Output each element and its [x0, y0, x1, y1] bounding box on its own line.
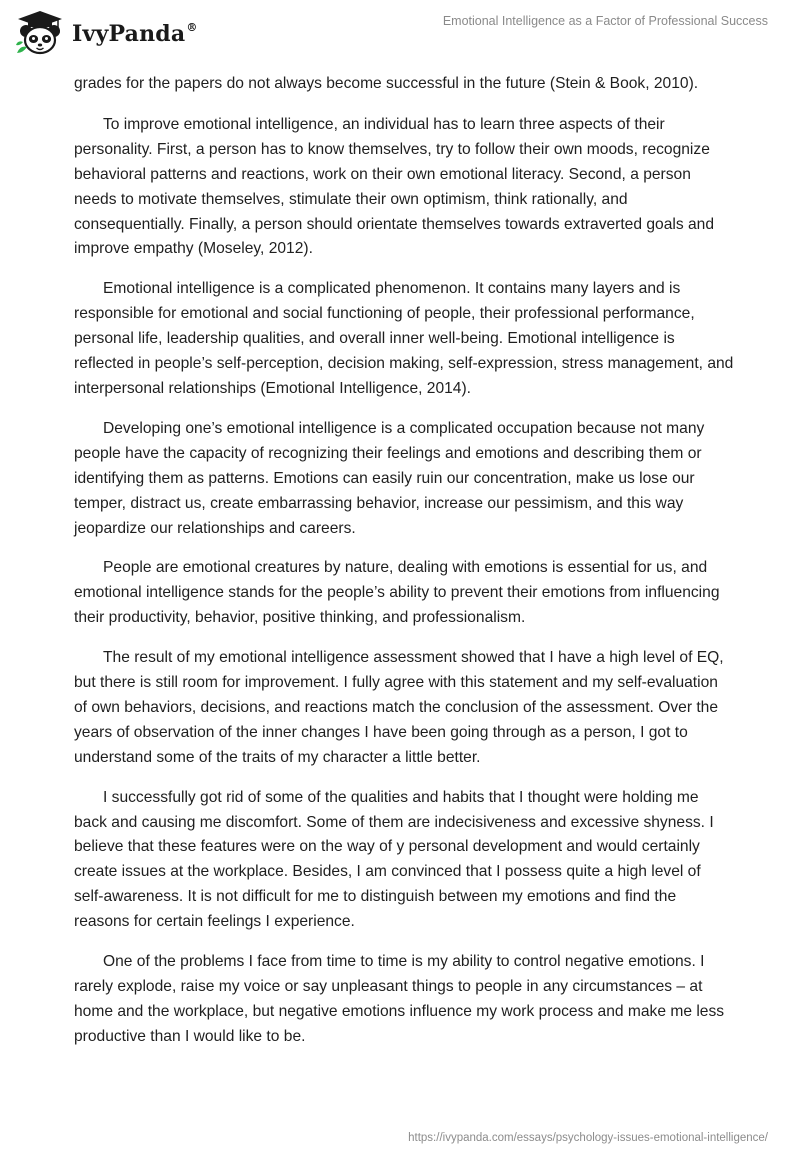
- registered-mark: ®: [186, 21, 198, 34]
- ivypanda-logo[interactable]: [14, 9, 198, 57]
- panda-graduate-icon: [14, 9, 66, 57]
- paragraph-6: The result of my emotional intelligence assessment showed that I have a high level of EQ, but there is still room for improvement. I fully agree with this statement and my self-evaluation of own behaviors, decisions, and reactions match the conclusion of the assessment. Over the years of observation of the inner changes I have been going through as a person, I got to understand some of the traits of my character a little better.: [74, 649, 724, 766]
- paragraph-7: I successfully got rid of some of the qualities and habits that I thought were holding me back and causing me discomfort. Some of them are indecisiveness and excessive shyness. I believe that these features were on the way of y personal development and would certainly create issues at the workplace. Besides, I am convinced that I possess quite a high level of self-awareness. It is not difficult for me to distinguish between my emotions and find the reasons for certain feelings I experience.: [74, 788, 714, 931]
- paragraph-5: People are emotional creatures by nature, dealing with emotions is essential for us, and emotional intelligence stands for the people’s ability to prevent their emotions from influencing their productivity, behavior, positive thinking, and professionalism.: [74, 559, 720, 627]
- paragraph-8: One of the problems I face from time to time is my ability to control negative emotions. I rarely explode, raise my voice or say unpleasant things to people in any circumstances – at home and the workplace, but negative emotions influence my work process and make me less productive than I would like to be.: [74, 953, 725, 1045]
- paragraph-1: grades for the papers do not always become successful in the future (Stein & Book, 2010).: [74, 75, 699, 92]
- paragraph-2: To improve emotional intelligence, an individual has to learn three aspects of their personality. First, a person has to know themselves, try to follow their own moods, recognize behavioral patterns and reactions, work on their own emotional literacy. Second, a person needs to motivate themselves, stimulate their own optimism, think rationally, and consequentially. Finally, a person should orientate themselves towards extraverted goals and improve empathy (Moseley, 2012).: [74, 115, 714, 258]
- logo-text: IvyPanda®: [72, 21, 198, 47]
- page-header: [0, 0, 800, 70]
- paragraph-4: Developing one’s emotional intelligence is a complicated occupation because not many people have the capacity of recognizing their feelings and emotions and describing them or identifying them as patterns. Emotions can easily ruin our concentration, make us lose our temper, distract us, create embarrassing behavior, increase our pessimism, and this way jeopardize our relationships and careers.: [74, 419, 705, 537]
- paragraph-3: Emotional intelligence is a complicated phenomenon. It contains many layers and is responsible for emotional and social functioning of people, their professional performance, personal life, leadership qualities, and overall inner well-being. Emotional intelligence is reflected in people’s self-perception, decision making, self-expression, stress management, and interpersonal relationships (Emotional Intelligence, 2014).: [74, 280, 734, 397]
- source-url[interactable]: https://ivypanda.com/essays/psychology-issues-emotional-intelligence/: [408, 1132, 768, 1144]
- essay-body: [74, 72, 734, 1065]
- document-title: Emotional Intelligence as a Factor of Professional Success: [442, 14, 768, 28]
